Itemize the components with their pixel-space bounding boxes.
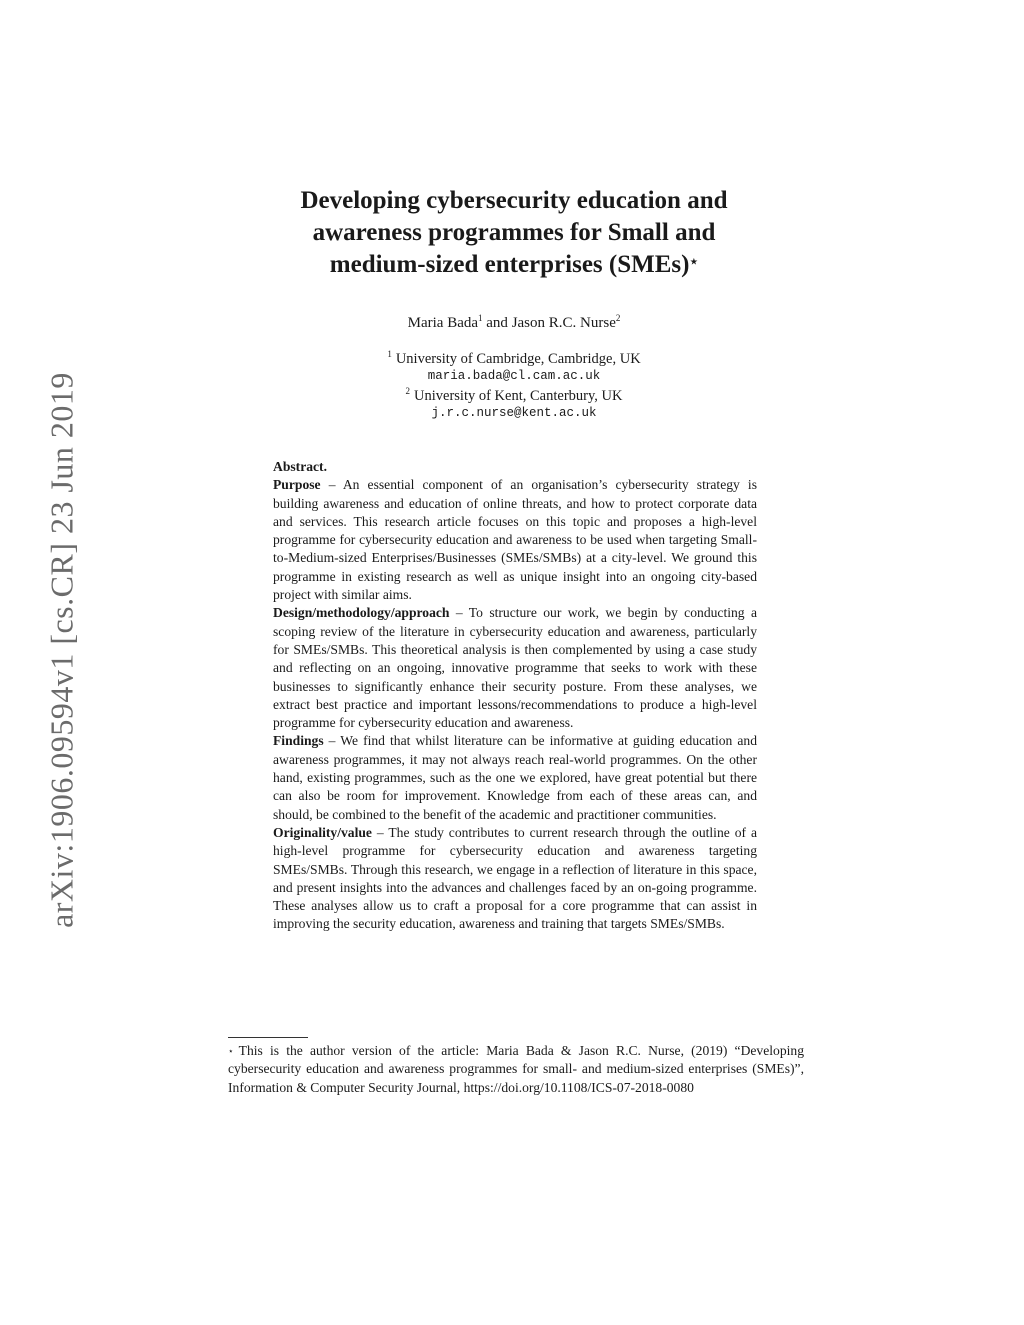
section-text: – We find that whilst literature can be informative at guiding education and awareness programmes, it may not always reach real-world programmes. On the other hand, existing programmes, such as the one we explored, have great potential but there can also be room for improvement. Knowledge from each of these areas can, and should, be combined to the benefit of the academic and practitioner communities. <box>273 733 757 822</box>
section-heading: Purpose <box>273 477 321 493</box>
title-line-3 <box>252 249 776 281</box>
affiliation-2 <box>252 386 776 405</box>
abstract-label: Abstract. <box>273 459 327 474</box>
affiliation-2-email[interactable]: j.r.c.nurse@kent.ac.uk <box>431 406 597 420</box>
footnote-text: This is the author version of the article: Maria Bada & Jason R.C. Nurse, (2019) “Developing cybersecurity education and awareness programmes for small- and medium-sized enterprises (SMEs)”, Information & Computer Security Journal, https://doi.org/10.1108/ICS-07-2018-0080 <box>228 1043 804 1095</box>
affiliation-1 <box>252 349 776 368</box>
title-line-3-text: medium-sized enterprises (SMEs) <box>329 251 690 278</box>
affiliation-mark: 1 <box>387 349 392 359</box>
author-name: Jason R.C. Nurse <box>511 315 616 331</box>
title-line-2: awareness programmes for Small and <box>312 219 716 246</box>
abstract-section-originality <box>273 824 757 934</box>
section-text: – The study contributes to current research through the outline of a high-level programme for cybersecurity education and awareness targeting SMEs/SMBs. Through this research, we engage in a reflection of literature in this space, and present insights into the advances and challenges faced by an on-going programme. These analyses allow us to craft a proposal for a core programme that can assist in improving the security education, awareness and training that targets SMEs/SMBs. <box>273 824 757 932</box>
title-line-1: Developing cybersecurity education and <box>300 187 728 214</box>
section-text: – To structure our work, we begin by conducting a scoping review of the literature in cybersecurity education and awareness, particularly for SMEs/SMBs. This theoretical analysis is then complemented by using a case study and reflecting on an ongoing, innovative programme that seeks to work with these businesses to significantly enhance their security posture. From these analyses, we extract best practice and important lessons/recommendations to produce a high-level programme for cybersecurity education and awareness. <box>273 605 757 731</box>
footnote-mark: ⋆ <box>228 1046 234 1056</box>
section-heading: Findings <box>273 733 324 749</box>
author-affiliation-mark: 1 <box>478 313 483 323</box>
author-affiliation-mark: 2 <box>615 313 621 323</box>
paper-title <box>252 185 776 281</box>
abstract-section-findings <box>273 732 757 823</box>
affiliation-mark: 2 <box>405 386 411 396</box>
abstract-section-design <box>273 604 757 732</box>
author-name: Maria Bada <box>407 315 479 331</box>
author-conjunction: and <box>486 315 508 331</box>
section-heading: Originality/value <box>273 824 372 840</box>
section-heading: Design/methodology/approach <box>273 605 450 621</box>
title-footnote-mark: ⋆ <box>689 255 699 270</box>
affiliation-name: University of Kent, Canterbury, UK <box>414 387 623 404</box>
abstract <box>273 458 757 934</box>
arxiv-identifier-stamp: arXiv:1906.09594v1 [cs.CR] 23 Jun 2019 <box>43 372 80 928</box>
footnote-divider <box>228 1037 308 1038</box>
affiliation-1-email[interactable]: maria.bada@cl.cam.ac.uk <box>427 369 601 383</box>
author-list <box>252 313 776 332</box>
affiliation-name: University of Cambridge, Cambridge, UK <box>395 350 641 367</box>
abstract-section-purpose <box>273 476 757 604</box>
footnote <box>228 1042 804 1097</box>
section-text: – An essential component of an organisation’s cybersecurity strategy is building awareness and education of online threats, and how to protect corporate data and services. This research article focuses on this topic and proposes a high-level programme for cybersecurity education and awareness to be used when targeting Small-to-Medium-sized Enterprises/Businesses (SMEs/SMBs) at a city-level. We ground this programme in existing research as well as unique insight into an ongoing city-based project with similar aims. <box>273 477 757 603</box>
